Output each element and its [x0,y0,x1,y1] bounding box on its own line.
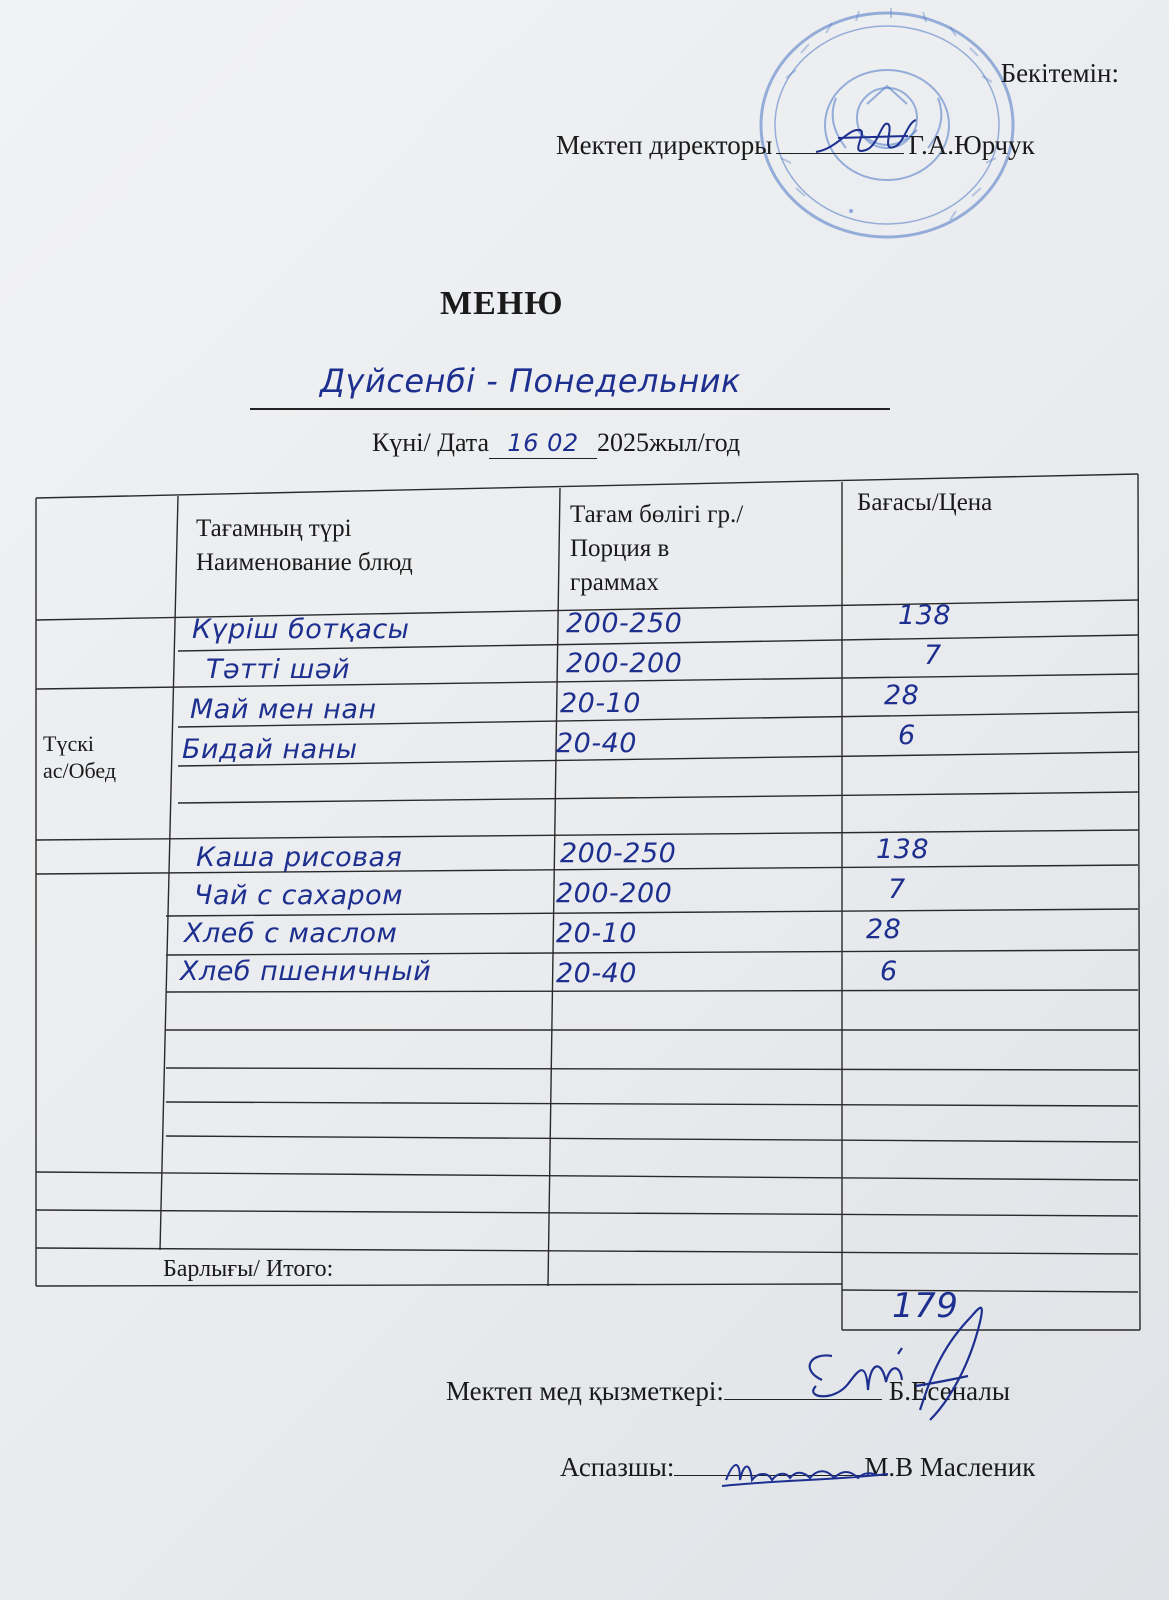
row-price: 7 [888,874,906,905]
row-portion: 20-40 [556,728,637,759]
row-dish: Каша рисовая [196,842,403,873]
row-price: 28 [866,914,902,945]
cook-signature [718,1450,898,1500]
medic-prefix: Мектеп мед қызметкері: [446,1376,724,1406]
director-prefix: Мектеп директоры [556,130,773,160]
row-dish: Бидай наны [182,734,358,765]
medic-name: Б.Есеналы [888,1376,1011,1406]
approval-label: Бекітемін: [1000,58,1119,88]
menu-title: МЕНЮ [440,285,564,322]
row-price: 28 [884,680,920,711]
day-of-week: Дүйсенбі - Понедельник [320,362,741,400]
director-name: Г.А.Юрчук [908,130,1035,160]
total-label: Барлығы/ Итого: [163,1256,334,1282]
row-dish: Хлеб пшеничный [180,956,432,987]
row-portion: 200-200 [556,878,673,909]
row-portion: 200-250 [566,608,683,639]
date-prefix: Күні/ Дата [372,428,490,457]
row-dish: Май мен нан [190,694,377,725]
header-dish: Тағамның түрі Наименование блюд [196,515,413,576]
row-portion: 200-250 [560,838,677,869]
header-portion: Тағам бөлігі гр./ Порция в граммах [570,501,744,596]
date-value: 16 02 [507,429,579,457]
medic-signature [790,1290,1030,1440]
row-price: 138 [898,600,952,631]
row-dish: Чай с сахаром [194,880,404,911]
row-price: 6 [880,956,898,987]
date-suffix: 2025жыл/год [597,428,741,457]
row-portion: 20-40 [556,958,637,989]
total-value: 179 [892,1286,959,1326]
row-portion: 20-10 [556,918,637,949]
row-dish: Күріш ботқасы [192,614,410,645]
meal-group-label: Түскі ас/Обед [43,731,117,783]
row-price: 138 [876,834,930,865]
row-dish: Тәтті шәй [206,654,351,685]
cook-name: М.В Масленик [864,1452,1036,1482]
row-portion: 200-200 [566,648,683,679]
row-portion: 20-10 [560,688,641,719]
row-price: 7 [924,640,942,671]
row-price: 6 [898,720,916,751]
cook-prefix: Аспазшы: [560,1452,675,1482]
row-dish: Хлеб с маслом [184,918,398,949]
header-price: Бағасы/Цена [857,489,993,516]
